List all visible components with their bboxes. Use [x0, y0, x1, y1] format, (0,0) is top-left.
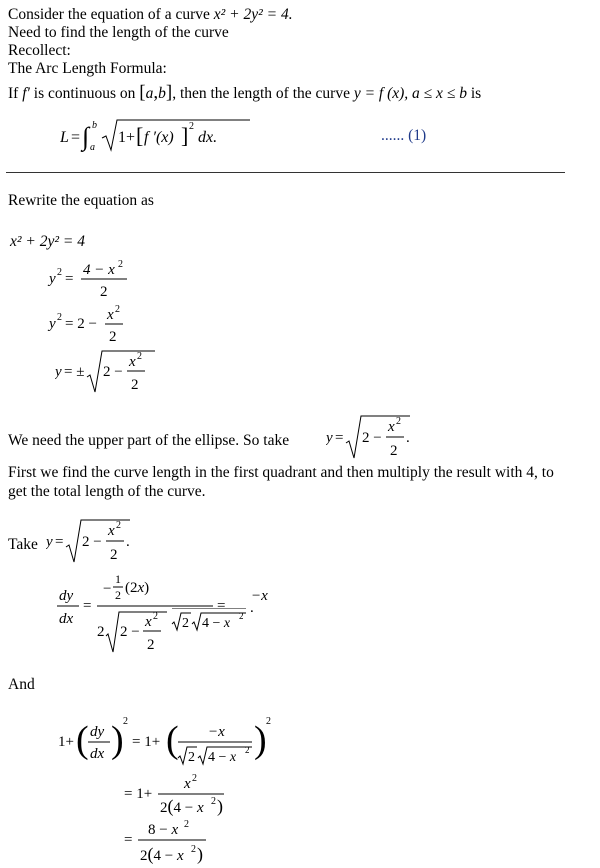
svg-text:−x: −x	[208, 724, 225, 740]
svg-text:): )	[254, 719, 267, 761]
svg-text:y: y	[49, 316, 56, 332]
svg-text:2: 2	[115, 304, 120, 315]
eq-step-4	[55, 348, 175, 396]
eq-step-1: x² + 2y² = 4	[10, 233, 85, 250]
svg-text:4 − x: 4 − x	[83, 262, 115, 278]
svg-text:−x: −x	[251, 588, 268, 604]
svg-text:2 −: 2 −	[103, 364, 123, 380]
svg-text:2: 2	[153, 611, 158, 622]
svg-text:dx: dx	[59, 611, 74, 627]
curve-function: y = f (x), a ≤ x ≤ b	[353, 85, 467, 102]
svg-text:2: 2	[131, 377, 139, 393]
svg-text:f ′(x): f ′(x)	[144, 129, 174, 146]
svg-text:): )	[197, 844, 203, 864]
simplify-step-2	[124, 820, 254, 866]
intro-line-2: Need to find the length of the curve	[8, 24, 229, 41]
svg-text:−: −	[103, 581, 112, 597]
svg-text:b: b	[92, 120, 97, 131]
svg-text:.: .	[250, 608, 254, 616]
svg-text:2: 2	[110, 547, 118, 563]
svg-text:=: =	[124, 832, 133, 848]
svg-text:2(4 − x: 2(4 − x	[140, 844, 184, 864]
continuous-text: is continuous on	[33, 85, 136, 102]
intro-line-1	[8, 6, 293, 24]
svg-text:(: (	[76, 719, 89, 761]
svg-text:=: =	[335, 430, 344, 446]
svg-text:2: 2	[390, 443, 398, 459]
svg-text:2 −: 2 −	[120, 624, 140, 640]
svg-text:= 2 −: = 2 −	[65, 316, 97, 332]
svg-text:x: x	[145, 614, 152, 630]
svg-text:=: =	[83, 598, 92, 614]
svg-text:2: 2	[100, 284, 108, 300]
svg-text:]: ]	[181, 123, 189, 148]
svg-text:2: 2	[147, 637, 155, 653]
one-plus-derivative-squared	[58, 712, 278, 774]
svg-text:(2x): (2x)	[125, 580, 150, 596]
svg-text:2: 2	[266, 716, 271, 727]
svg-text:x: x	[107, 307, 114, 323]
f-prime-symbol: f′	[22, 85, 30, 102]
is-word: is	[470, 85, 482, 102]
svg-text:4 − x: 4 − x	[208, 750, 237, 765]
svg-text:): )	[111, 719, 124, 761]
first-quadrant-text: First we find the curve length in the first quadrant and then multiply the result with 4, to	[8, 464, 554, 481]
svg-text:2: 2	[192, 774, 197, 784]
svg-text:2: 2	[109, 329, 117, 345]
take-eq	[46, 516, 146, 564]
formula-tag: ...... (1)	[381, 127, 427, 144]
svg-text:= 1+: = 1+	[124, 786, 153, 802]
svg-text:x: x	[108, 523, 115, 539]
take-text: Take	[8, 536, 38, 553]
svg-text:x: x	[184, 776, 191, 792]
svg-text:2: 2	[396, 416, 401, 427]
svg-text:2: 2	[115, 588, 121, 602]
svg-text:dx: dx	[90, 746, 105, 762]
svg-text:y: y	[46, 534, 53, 550]
svg-text:2: 2	[137, 351, 142, 362]
svg-text:a: a	[90, 142, 95, 153]
rewrite-text: Rewrite the equation as	[8, 192, 154, 209]
svg-text:.: .	[126, 534, 130, 550]
svg-text:2: 2	[184, 820, 189, 830]
svg-text:y: y	[326, 430, 333, 446]
upper-part-eq	[326, 412, 416, 460]
svg-text:y: y	[49, 271, 56, 287]
interval-ab: [a,b]	[139, 82, 173, 103]
svg-text:=: =	[217, 598, 226, 614]
svg-text:y: y	[55, 364, 62, 380]
svg-text:= 1+: = 1+	[132, 734, 161, 750]
svg-text:2: 2	[116, 520, 121, 531]
upper-part-sentence: We need the upper part of the ellipse. So take	[8, 432, 290, 449]
svg-text:=: =	[71, 129, 81, 146]
svg-text:=: =	[55, 534, 64, 550]
intro-line-5	[8, 84, 481, 103]
svg-text:x: x	[388, 419, 395, 435]
svg-text:2 −: 2 −	[362, 430, 382, 446]
eq-step-2	[45, 258, 165, 302]
svg-text:2: 2	[57, 312, 62, 323]
intro-line-4: The Arc Length Formula:	[8, 60, 167, 77]
svg-text:L: L	[60, 129, 69, 146]
svg-text:4 − x: 4 − x	[202, 616, 231, 631]
svg-text:1+: 1+	[118, 129, 136, 146]
svg-text:1: 1	[115, 572, 121, 586]
svg-text:2(4 − x: 2(4 − x	[160, 796, 204, 816]
svg-text:2: 2	[123, 716, 128, 727]
svg-text:dy: dy	[59, 588, 74, 604]
svg-text:2: 2	[118, 259, 123, 270]
derivative-result-denominator	[170, 608, 260, 636]
svg-text:[: [	[136, 123, 144, 148]
first-quadrant-text-2: get the total length of the curve.	[8, 483, 206, 500]
intro-line-1-text: Consider the equation of a curve	[8, 6, 210, 23]
and-text: And	[8, 676, 35, 693]
simplify-step-1	[124, 774, 254, 818]
svg-text:2: 2	[245, 745, 250, 755]
svg-text:2: 2	[239, 611, 244, 621]
svg-text:8 − x: 8 − x	[148, 822, 179, 838]
svg-text:2: 2	[189, 121, 194, 132]
upper-part-text	[8, 432, 289, 450]
curve-equation: x² + 2y² = 4.	[213, 6, 293, 23]
svg-text:2: 2	[191, 844, 196, 855]
svg-text:1+: 1+	[58, 734, 74, 750]
svg-text:(: (	[166, 719, 179, 761]
length-text: , then the length of the curve	[172, 85, 350, 102]
svg-text:2: 2	[97, 624, 105, 640]
svg-text:= ±: = ±	[64, 364, 85, 380]
svg-text:∫: ∫	[82, 122, 90, 151]
intro-line-3: Recollect:	[8, 42, 71, 59]
svg-text:dx.: dx.	[198, 129, 218, 146]
svg-text:.: .	[406, 430, 410, 446]
svg-text:x: x	[129, 354, 136, 370]
svg-text:2: 2	[182, 616, 189, 631]
eq-step-3	[45, 303, 165, 347]
if-word: If	[8, 85, 19, 102]
svg-text:2: 2	[188, 750, 195, 765]
svg-text:=: =	[65, 271, 74, 287]
divider	[6, 172, 565, 173]
svg-text:2 −: 2 −	[82, 534, 102, 550]
svg-text:dy: dy	[90, 724, 105, 740]
svg-text:): )	[217, 796, 223, 816]
svg-text:2: 2	[211, 796, 216, 807]
svg-text:2: 2	[57, 267, 62, 278]
